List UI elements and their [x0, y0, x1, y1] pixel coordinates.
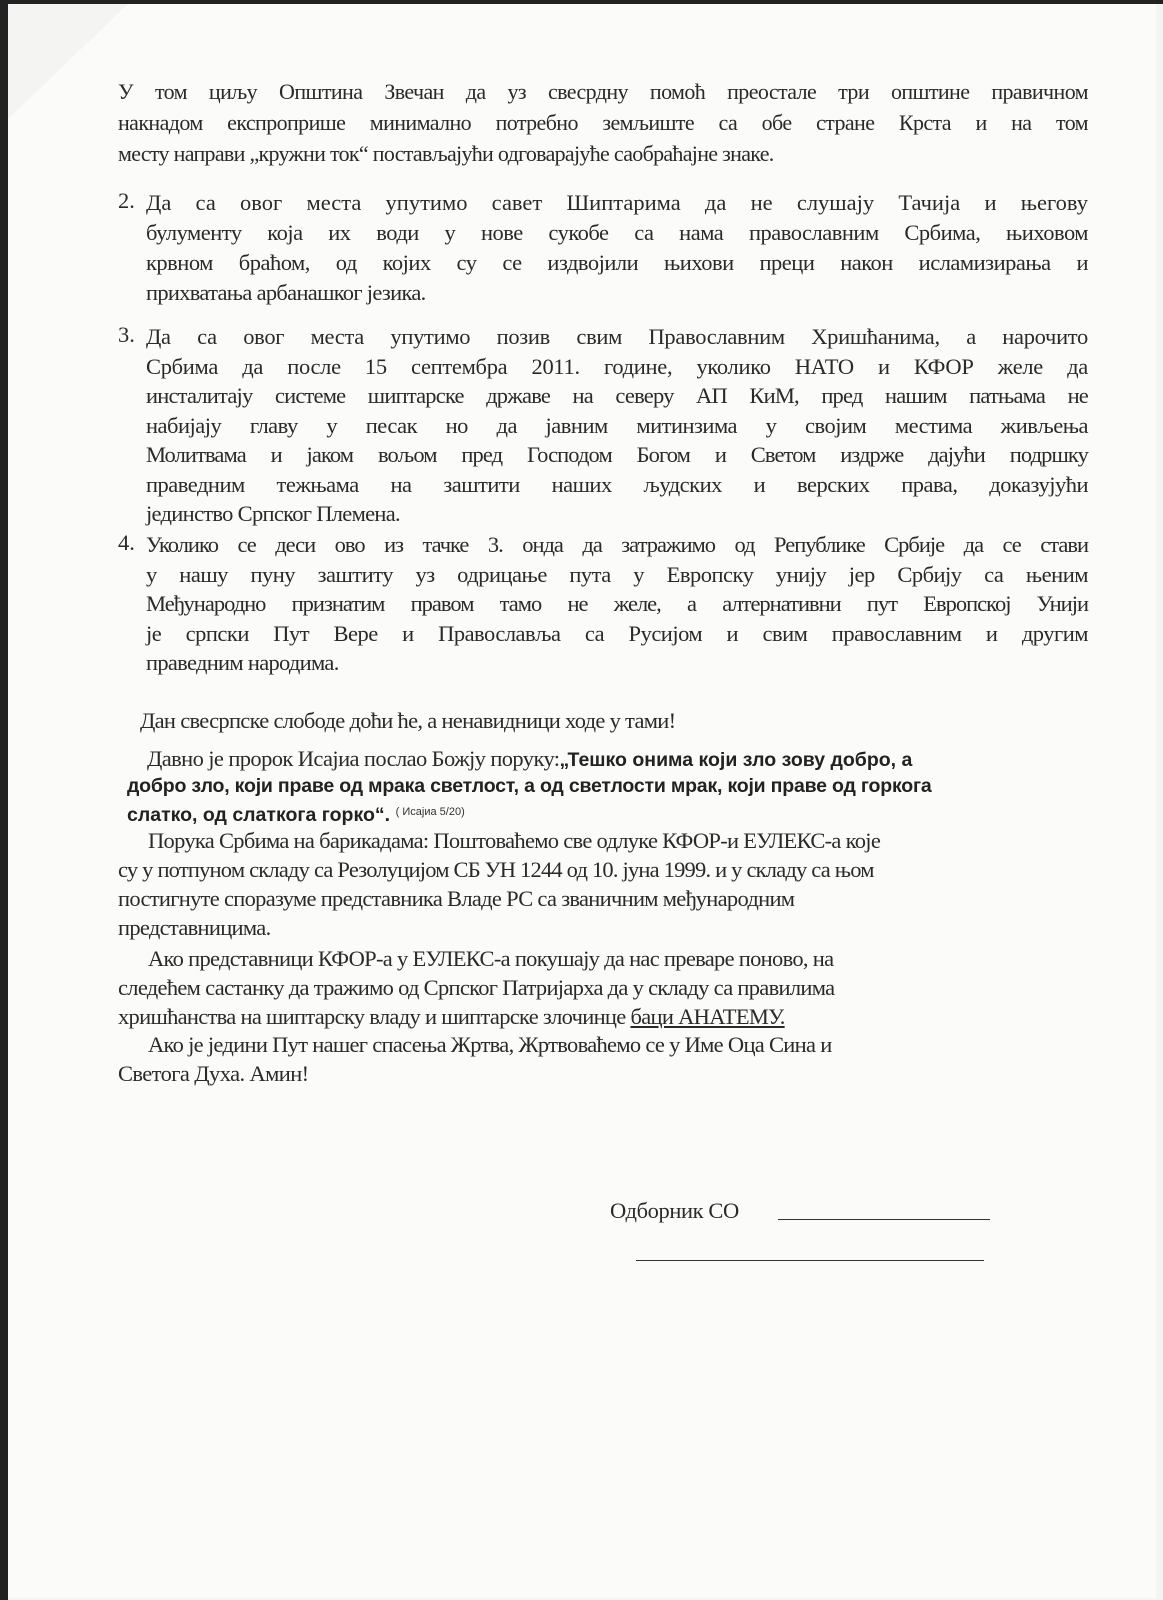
text-line: [127, 799, 1087, 828]
text-line: Србима да после 15 септембра 2011. године, уколико НАТО и КФОР желе да: [146, 353, 1088, 379]
list-item-4: [146, 530, 1088, 678]
text-line: постигнуте споразуме представника Владе РС са званичним међународним: [118, 886, 795, 911]
scan-border: [0, 0, 8, 1600]
warning-text: хришћанства на шиптарску владу и шиптарске злочинце: [118, 1004, 631, 1029]
text-line: Уколико се деси ово из тачке 3. онда да затражимо од Републике Србије да се стави: [146, 532, 1088, 557]
anathema-text: баци АНАТЕМУ.: [630, 1004, 785, 1029]
text-line: представницима.: [118, 915, 271, 940]
text-line: Међународно признатим правом тамо не желе, а алтернативни пут Европској Унији: [146, 591, 1088, 616]
text-line: месту направи „кружни ток“ постављајући одговарајуће саобраћајне знаке.: [118, 141, 774, 166]
closing-paragraph: [118, 1030, 832, 1088]
signature-line: [778, 1219, 990, 1220]
text-line: је српски Пут Вере и Православља са Русијом и свим православним и другим: [146, 620, 1088, 646]
text-line: су у потпуном складу са Резолуцијом СБ УН 1244 од 10. јуна 1999. и у складу са њом: [118, 857, 874, 882]
text-line: следећем састанку да тражимо од Српског Патријарха да у складу са правилима: [118, 975, 835, 1000]
quote-text: слатко, од слаткога горко“.: [127, 804, 391, 826]
signature-label: [610, 1196, 739, 1225]
warning-paragraph: [118, 944, 834, 1031]
text-line: праведним народима.: [146, 650, 339, 675]
prophet-intro: Давно је пророк Исајиа послао Божју поруку:: [147, 746, 560, 771]
quote-text: „Тешко онима који зло зову добро, а: [559, 749, 913, 771]
text-line: праведним тежњама на заштити наших људских и верских права, доказујући: [146, 471, 1088, 497]
text-line: Порука Србима на барикадама: Поштоваћемо све одлуке КФОР-и ЕУЛЕКС-а које: [148, 828, 881, 853]
text-line: Да са овог места упутимо позив свим Православним Хришћанима, а нарочито: [146, 324, 1088, 349]
quote-citation: ( Исајиа 5/20): [395, 806, 465, 818]
list-item-3: [146, 322, 1088, 529]
text-line: Молитвама и јаком вољом пред Господом Богом и Светом издрже дајући подршку: [146, 442, 1088, 467]
prophet-quote-paragraph: [127, 746, 1087, 828]
freedom-line: [140, 706, 675, 735]
text-line: Одборник СО: [610, 1198, 739, 1223]
text-line: прихватања арбанашког језика.: [146, 280, 426, 305]
text-line: булументу која их води у нове сукобе са нама православним Србима, њиховом: [146, 220, 1088, 245]
list-item-2: [146, 188, 1088, 308]
message-paragraph: [118, 826, 880, 942]
text-line: Дан свесрпске слободе доћи ће, а ненавидници ходе у тами!: [140, 708, 676, 733]
text-line: [118, 1002, 834, 1031]
signature-line: [636, 1260, 984, 1261]
text-line: накнадом експроприше минимално потребно земљиште са обе стране Крста и на том: [118, 110, 1088, 135]
text-line: Ако је једини Пут нашег спасења Жртва, Жртвоваћемо се у Име Оца Сина и: [148, 1032, 832, 1057]
text-line: [127, 746, 1087, 773]
text-line: у нашу пуну заштиту уз одрицање пута у Европску унију јер Србију са њеним: [146, 561, 1088, 587]
intro-paragraph: [118, 76, 1088, 169]
item-number: 3.: [118, 322, 135, 347]
text-line: јединство Српског Племена.: [146, 501, 400, 526]
text-line: Ако представници КФОР-а у ЕУЛЕКС-а покушају да нас преваре поново, на: [148, 946, 834, 971]
scan-border: [0, 0, 1163, 4]
text-line: Да са овог места упутимо савет Шиптарима да не слушају Тачија и његову: [146, 190, 1088, 215]
text-line: крвном браћом, од којих су се издвојили њихови преци након исламизирања и: [146, 250, 1088, 275]
text-line: набијају главу у песак но да јавним митинзима у својим местима живљења: [146, 412, 1088, 438]
quote-text: добро зло, који праве од мрака светлост, а од светлости мрак, који праве од горкога: [127, 775, 932, 797]
text-line: У том циљу Општина Звечан да уз свесрдну помоћ преостале три општине правичном: [118, 79, 1088, 104]
item-number: 4.: [118, 530, 135, 555]
item-number: 2.: [118, 188, 135, 213]
text-line: инсталитају системе шиптарске државе на северу АП КиМ, пред нашим патњама не: [146, 383, 1088, 408]
text-line: Светога Духа. Амин!: [118, 1061, 309, 1086]
